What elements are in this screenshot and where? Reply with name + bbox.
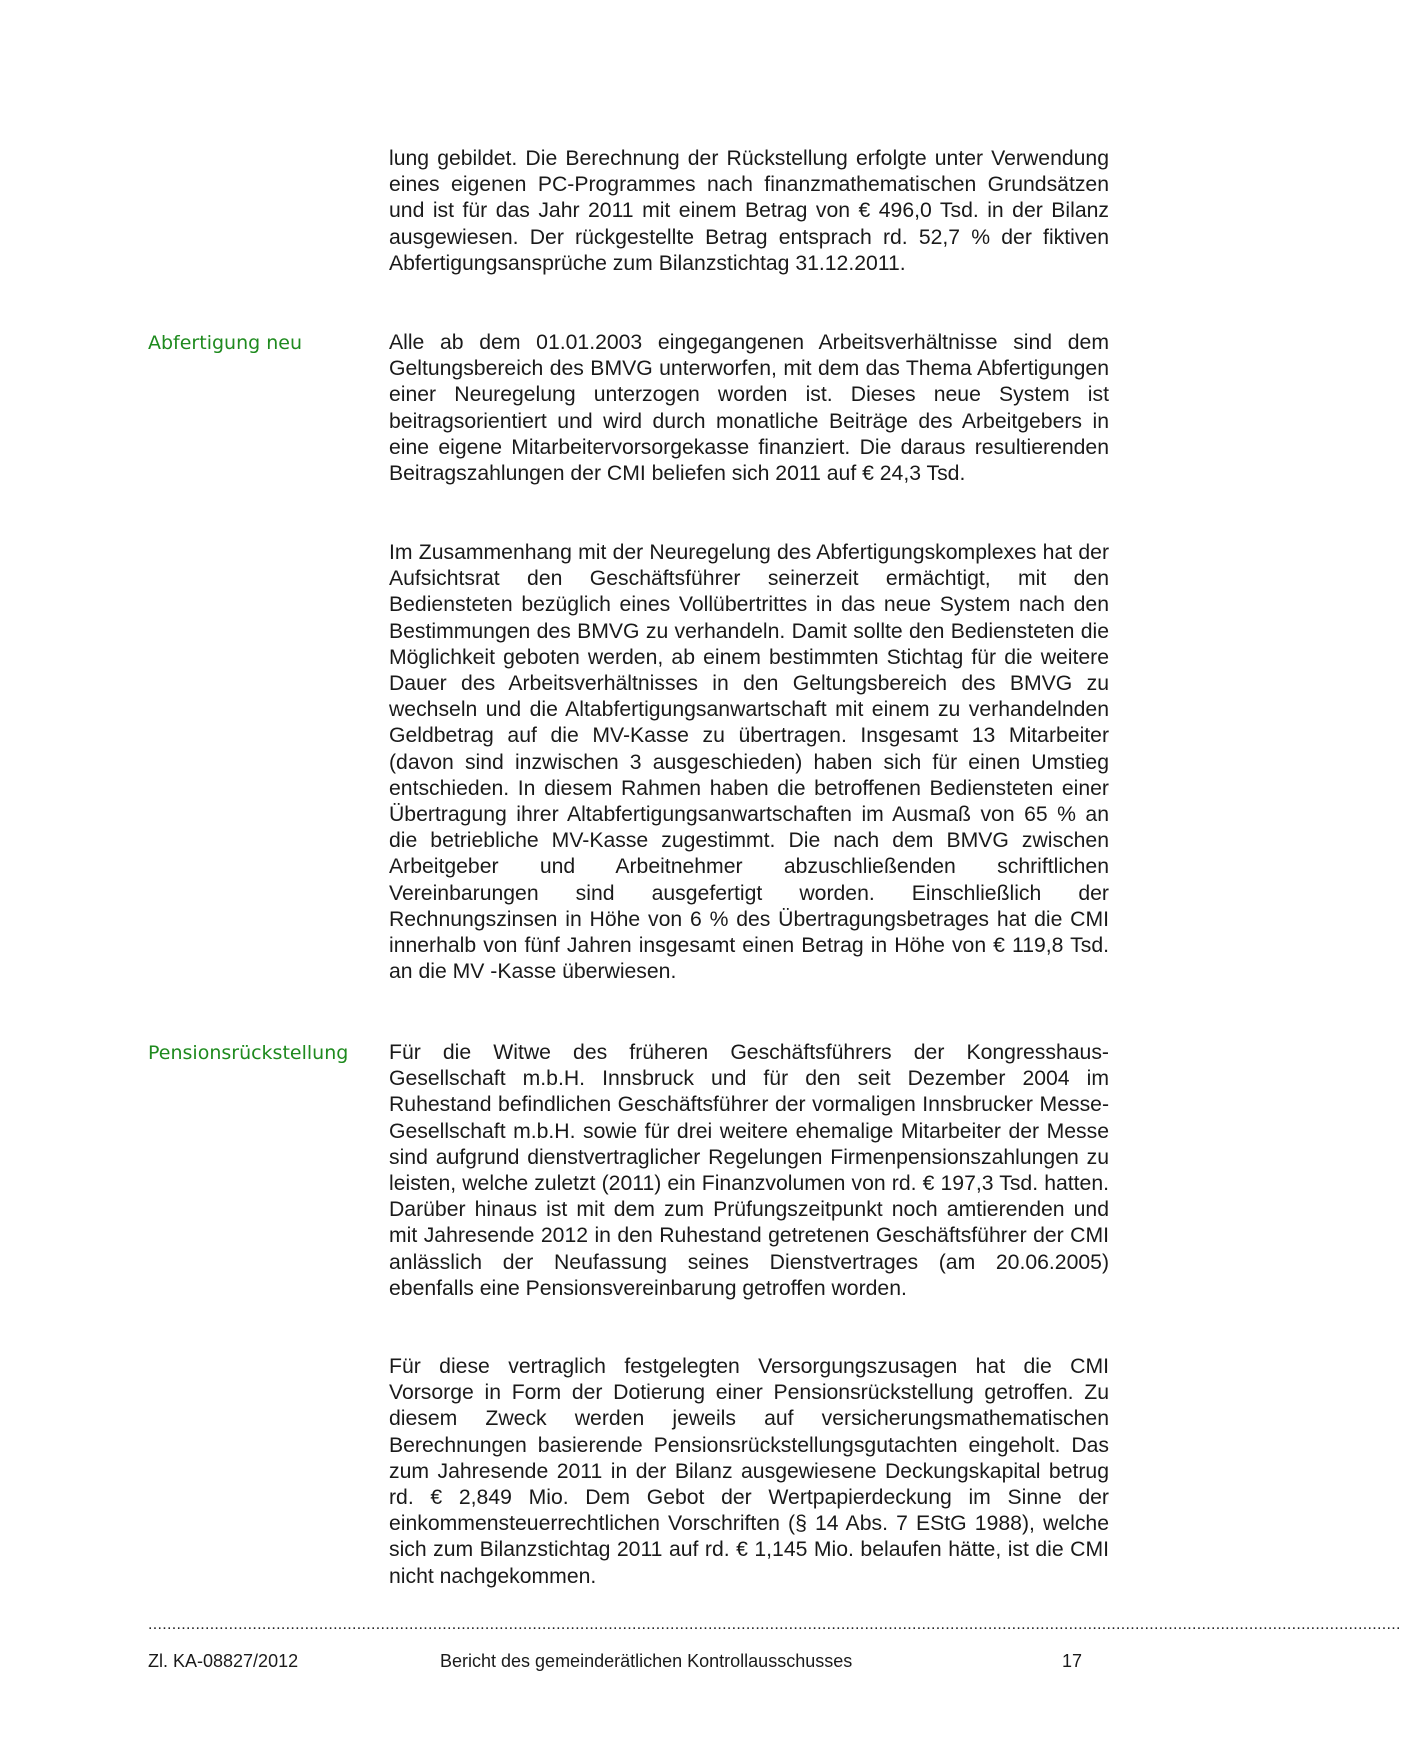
paragraph-neuregelung: Im Zusammenhang mit der Neuregelung des Abfertigungskomplexes hat der Aufsichtsrat den Geschäftsführer seinerzeit ermächtigt, mit den Bediensteten bezüglich eines Vollübertrittes in das neue System nach den Bestimmungen des BMVG zu verhandeln. Damit sollte den Bediensteten die Möglichkeit geboten werden, ab einem bestimmten Stichtag für die weitere Dauer des Arbeitsverhältnisses in den Geltungsbereich des BMVG zu wechseln und die Altabfertigungsanwartschaft mit einem zu verhandelnden Geldbetrag auf die MV-Kasse zu übertragen. Insgesamt 13 Mitarbeiter (davon sind inzwischen 3 ausgeschieden) haben sich für einen Umstieg entschieden. In diesem Rahmen haben die betroffenen Bediensteten einer Übertragung ihrer Altabfertigungsanwartschaften im Ausmaß von 65 % an die betriebliche MV-Kasse zugestimmt. Die nach dem BMVG zwischen Arbeitgeber und Arbeitnehmer abzuschließenden schriftlichen Vereinbarungen sind ausgefertigt worden. Einschließlich der Rechnungszinsen in Höhe von 6 % des Übertragungsbetrages hat die CMI innerhalb von fünf Jahren insgesamt einen Betrag in Höhe von € 119,8 Tsd. an die MV -Kasse überwiesen. <box>389 541 1109 984</box>
margin-label-pensionsrueckstellung: Pensionsrückstellung <box>148 1042 349 1064</box>
page-number: 17 <box>1062 1651 1083 1671</box>
paragraph-versorgungszusagen: Für diese vertraglich festgelegten Versorgungszusagen hat die CMI Vorsorge in Form der Dotierung einer Pensionsrückstellung getroffen. Zu diesem Zweck werden jeweils auf versicherungsmathematischen Berechnungen basierende Pensionsrückstellungsgutachten eingeholt. Das zum Jahresende 2011 in der Bilanz ausgewiesene Deckungskapital betrug rd. € 2,849 Mio. Dem Gebot der Wertpapierdeckung im Sinne der einkommensteuerrechtlichen Vorschriften (§ 14 Abs. 7 EStG 1988), welche sich zum Bilanzstichtag 2011 auf rd. € 1,145 Mio. belaufen hätte, ist die CMI nicht nachgekommen. <box>389 1355 1109 1588</box>
footer-title: Bericht des gemeinderätlichen Kontrollausschusses <box>440 1651 853 1671</box>
paragraph-firmenpensionen: Für die Witwe des früheren Geschäftsführers der Kongresshaus-Gesellschaft m.b.H. Innsbruck und für den seit Dezember 2004 im Ruhestand befindlichen Geschäftsführer der vormaligen Innsbrucker Messe-Gesellschaft m.b.H. sowie für drei weitere ehemalige Mitarbeiter der Messe sind aufgrund dienstvertraglicher Regelungen Firmenpensionszahlungen zu leisten, welche zuletzt (2011) ein Finanzvolumen von rd. € 197,3 Tsd. hatten. Darüber hinaus ist mit dem zum Prüfungszeitpunkt noch amtierenden und mit Jahresende 2012 in den Ruhestand getretenen Geschäftsführer der CMI anlässlich der Neufassung seines Dienstvertrages (am 20.06.2005) ebenfalls eine Pensionsvereinbarung getroffen worden. <box>389 1041 1109 1300</box>
paragraph-abfertigung-neu: Alle ab dem 01.01.2003 eingegangenen Arbeitsverhältnisse sind dem Geltungsbereich des BMVG unterworfen, mit dem das Thema Abfertigungen einer Neuregelung unterzogen worden ist. Dieses neue System ist beitragsorientiert und wird durch monatliche Beiträge des Arbeitgebers in eine eigene Mitarbeitervorsorgekasse finanziert. Die daraus resultierenden Beitragszahlungen der CMI beliefen sich 2011 auf € 24,3 Tsd. <box>389 331 1109 486</box>
paragraph-rueckstellung: lung gebildet. Die Berechnung der Rückstellung erfolgte unter Verwendung eines eigenen PC-Programmes nach finanzmathematischen Grundsätzen und ist für das Jahr 2011 mit einem Betrag von € 496,0 Tsd. in der Bilanz ausgewiesen. Der rückgestellte Betrag entsprach rd. 52,7 % der fiktiven Abfertigungsansprüche zum Bilanzstichtag 31.12.2011. <box>389 147 1109 275</box>
footer-dotted-rule: ........................................................................................................................................................................................................................................................................ <box>148 1616 1401 1633</box>
footer-reference: Zl. KA-08827/2012 <box>148 1651 299 1671</box>
margin-label-abfertigung-neu: Abfertigung neu <box>148 332 302 354</box>
